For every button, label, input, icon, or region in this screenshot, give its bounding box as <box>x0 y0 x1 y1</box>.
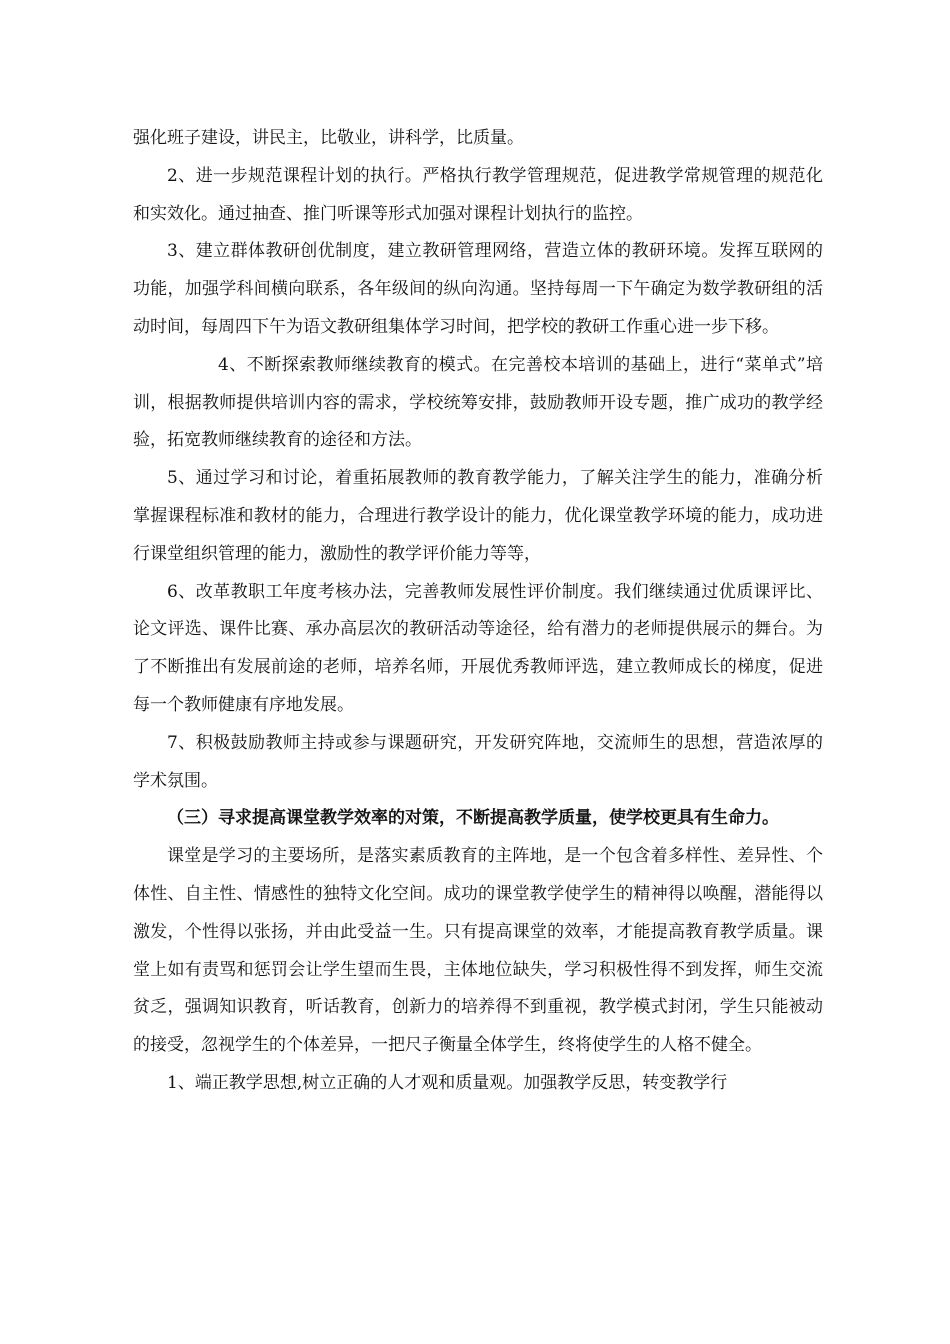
paragraph-item-5: 5、通过学习和讨论，着重拓展教师的教育教学能力，了解关注学生的能力，准确分析掌握课程标准和教材的能力，合理进行教学设计的能力，优化课堂教学环境的能力，成功进行课堂组织管理的能力，激励性的教学评价能力等等， <box>133 468 823 564</box>
paragraph-item-1: 1、端正教学思想,树立正确的人才观和质量观。加强教学反思，转变教学行 <box>167 1072 728 1093</box>
paragraph-item-3: 3、建立群体教研创优制度，建立教研管理网络，营造立体的教研环境。发挥互联网的功能，加强学科间横向联系，各年级间的纵向沟通。坚持每周一下午确定为数学教研组的活动时间，每周四下午为语文教研组集体学习时间，把学校的教研工作重心进一步下移。 <box>133 241 823 337</box>
paragraph-classroom: 课堂是学习的主要场所，是落实素质教育的主阵地，是一个包含着多样性、差异性、个体性、自主性、情感性的独特文化空间。成功的课堂教学使学生的精神得以唤醒，潜能得以激发，个性得以张扬，并由此受益一生。只有提高课堂的效率，才能提高教育教学质量。课堂上如有责骂和惩罚会让学生望而生畏，主体地位缺失，学习积极性得不到发挥，师生交流贫乏，强调知识教育，听话教育，创新力的培养得不到重视，教学模式封闭，学生只能被动的接受，忽视学生的个体差异，一把尺子衡量全体学生，终将使学生的人格不健全。 <box>133 846 823 1056</box>
paragraph-item-2: 2、进一步规范课程计划的执行。严格执行教学管理规范，促进教学常规管理的规范化和实效化。通过抽查、推门听课等形式加强对课程计划执行的监控。 <box>133 165 823 224</box>
section-heading-3: （三）寻求提高课堂教学效率的对策，不断提高教学质量，使学校更具有生命力。 <box>167 808 779 829</box>
paragraph-item-6: 6、改革教职工年度考核办法，完善教师发展性评价制度。我们继续通过优质课评比、论文评选、课件比赛、承办高层次的教研活动等途径，给有潜力的老师提供展示的舞台。为了不断推出有发展前途的老师，培养名师，开展优秀教师评选，建立教师成长的梯度，促进每一个教师健康有序地发展。 <box>133 581 823 715</box>
paragraph-item-4: 4、不断探索教师继续教育的模式。在完善校本培训的基础上，进行“菜单式”培训，根据教师提供培训内容的需求，学校统筹安排，鼓励教师开设专题，推广成功的教学经验，拓宽教师继续教育的途径和方法。 <box>133 354 823 451</box>
paragraph-continuation: 强化班子建设，讲民主，比敬业，讲科学，比质量。 <box>133 128 524 148</box>
document-body <box>133 120 823 1103</box>
paragraph-item-7: 7、积极鼓励教师主持或参与课题研究，开发研究阵地，交流师生的思想，营造浓厚的学术氛围。 <box>133 732 823 791</box>
